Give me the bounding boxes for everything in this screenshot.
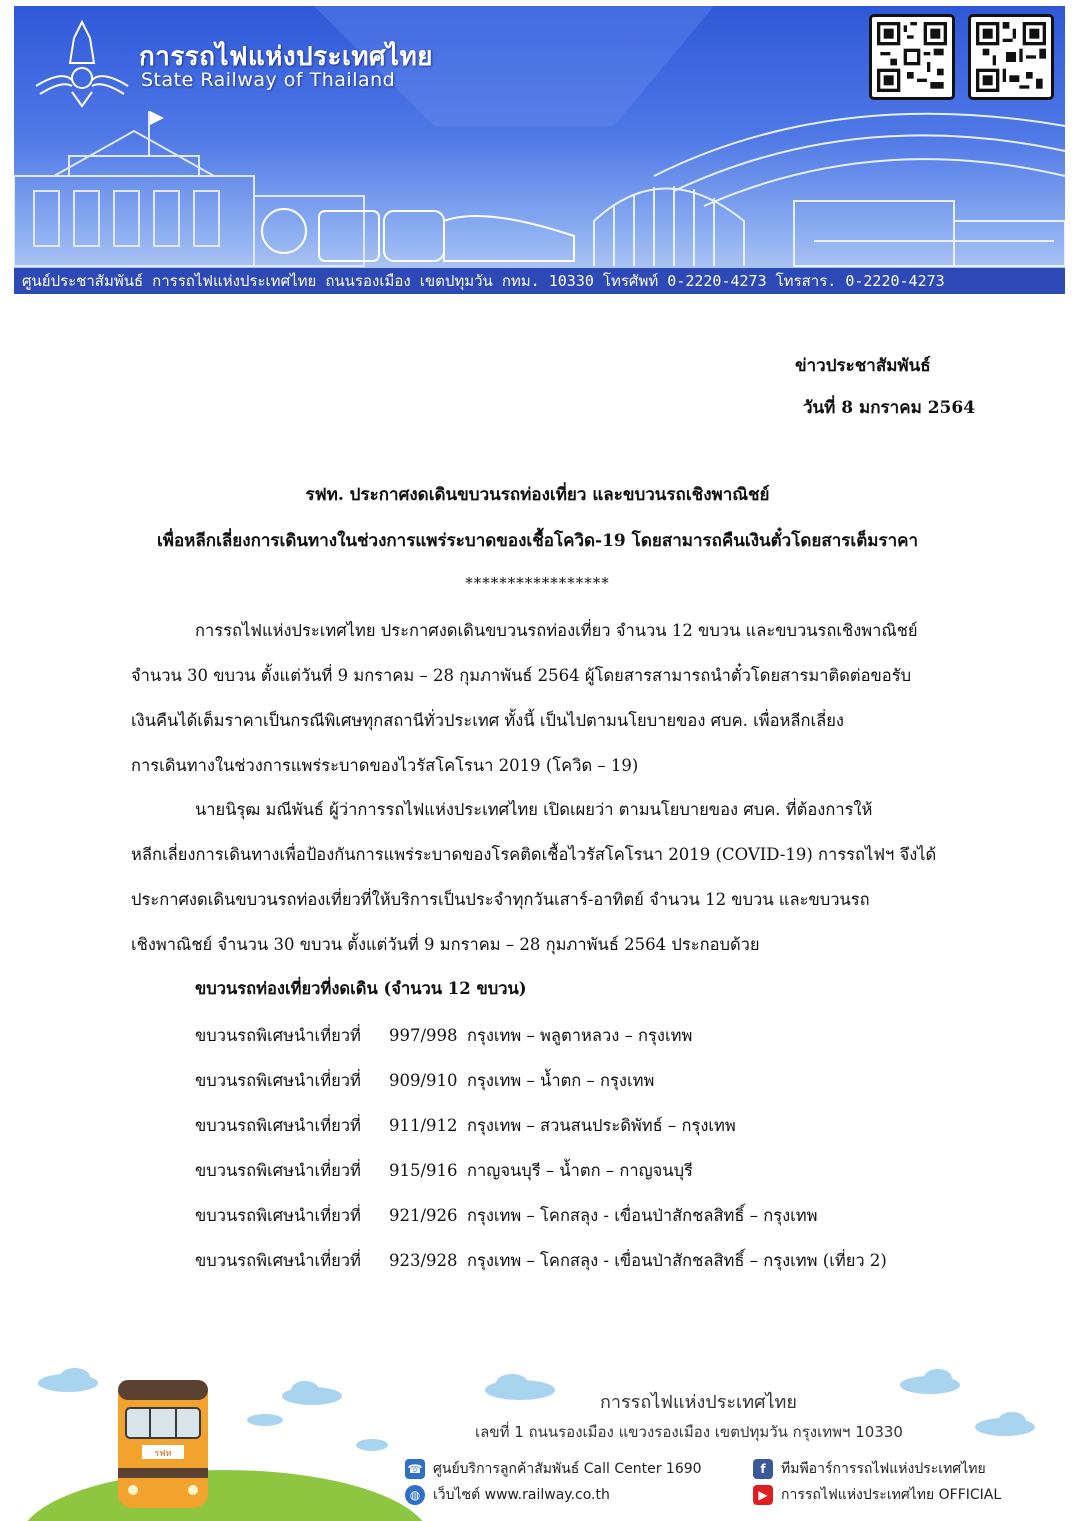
youtube-text: การรถไฟแห่งประเทศไทย OFFICIAL xyxy=(781,1487,1002,1503)
footer xyxy=(0,1350,1075,1521)
facebook-link[interactable] xyxy=(753,1458,986,1480)
website-link[interactable] xyxy=(405,1484,610,1506)
list-item xyxy=(195,1238,995,1283)
call-center-link[interactable] xyxy=(405,1458,702,1480)
train-route: กรุงเทพ – น้ำตก – กรุงเทพ xyxy=(467,1070,655,1090)
paragraph-2 xyxy=(131,787,999,967)
website-text: เว็บไซต์ www.railway.co.th xyxy=(433,1487,610,1503)
srt-logo xyxy=(32,18,132,108)
train-label: ขบวนรถพิเศษนำเที่ยวที่ xyxy=(195,1115,361,1135)
list-item xyxy=(195,1013,995,1058)
cancelled-train-list xyxy=(195,1013,995,1283)
cancelled-tourist-trains-heading: ขบวนรถท่องเที่ยวที่งดเดิน (จำนวน 12 ขบวน) xyxy=(195,979,527,998)
paragraph-line: การเดินทางในช่วงการแพร่ระบาดของไวรัสโคโรนา 2019 (โควิด – 19) xyxy=(131,756,639,775)
header-banner xyxy=(14,6,1065,294)
paragraph-line: เชิงพาณิชย์ จำนวน 30 ขบวน ตั้งแต่วันที่ 9 มกราคม – 28 กุมภาพันธ์ 2564 ประกอบด้วย xyxy=(131,935,760,954)
call-center-text: ศูนย์บริการลูกค้าสัมพันธ์ Call Center 1690 xyxy=(433,1461,702,1477)
footer-org-name: การรถไฟแห่งประเทศไทย xyxy=(600,1392,797,1413)
list-item xyxy=(195,1058,995,1103)
footer-address: เลขที่ 1 ถนนรองเมือง แขวงรองเมือง เขตปทุมวัน กรุงเทพฯ 10330 xyxy=(475,1423,903,1441)
train-label: ขบวนรถพิเศษนำเที่ยวที่ xyxy=(195,1160,361,1180)
facebook-icon: f xyxy=(753,1459,773,1479)
train-route: กรุงเทพ – โคกสลุง - เขื่อนป่าสักชลสิทธิ์ – กรุงเทพ (เที่ยว 2) xyxy=(467,1250,887,1270)
headline-line-2: เพื่อหลีกเลี่ยงการเดินทางในช่วงการแพร่ระบาดของเชื้อโควิด-19 โดยสามารถคืนเงินตั๋วโดยสารเต็มราคา xyxy=(156,531,919,551)
train-plate: รฟท xyxy=(154,1449,172,1459)
train-number: 997/998 xyxy=(389,1026,458,1045)
train-label: ขบวนรถพิเศษนำเที่ยวที่ xyxy=(195,1025,361,1045)
train-number: 911/912 xyxy=(389,1116,458,1135)
press-release-date: วันที่ 8 มกราคม 2564 xyxy=(803,398,976,418)
train-number: 923/928 xyxy=(389,1251,458,1270)
paragraph-line: นายนิรุฒ มณีพันธ์ ผู้ว่าการรถไฟแห่งประเทศไทย เปิดเผยว่า ตามนโยบายของ ศบค. ที่ต้องการให้ xyxy=(195,800,873,819)
paragraph-line: ประกาศงดเดินขบวนรถท่องเที่ยวที่ให้บริการเป็นประจำทุกวันเสาร์-อาทิตย์ จำนวน 12 ขบวน และขบวนรถ xyxy=(131,890,870,909)
youtube-link[interactable] xyxy=(753,1484,1001,1506)
paragraph-line: หลีกเลี่ยงการเดินทางเพื่อป้องกันการแพร่ระบาดของโรคติดเชื้อไวรัสโคโรนา 2019 (COVID-19) การรถไฟฯ จึงได้ xyxy=(131,845,937,864)
train-route: กรุงเทพ – โคกสลุง - เขื่อนป่าสักชลสิทธิ์ – กรุงเทพ xyxy=(467,1205,818,1225)
train-number: 915/916 xyxy=(389,1161,458,1180)
qr-code-line-icon[interactable] xyxy=(869,14,955,100)
list-item xyxy=(195,1148,995,1193)
train-route: กรุงเทพ – สวนสนประดิพัทธ์ – กรุงเทพ xyxy=(467,1115,736,1135)
globe-icon: ◍ xyxy=(405,1485,425,1505)
train-number: 921/926 xyxy=(389,1206,458,1225)
org-name-thai: การรถไฟแห่งประเทศไทย xyxy=(139,42,434,72)
train-route: กรุงเทพ – พลูตาหลวง – กรุงเทพ xyxy=(467,1025,693,1045)
paragraph-line: เงินคืนได้เต็มราคาเป็นกรณีพิเศษทุกสถานีทั่วประเทศ ทั้งนี้ เป็นไปตามนโยบายของ ศบค. เพื่อหลีกเลี่ยง xyxy=(131,711,844,730)
train-label: ขบวนรถพิเศษนำเที่ยวที่ xyxy=(195,1070,361,1090)
train-label: ขบวนรถพิเศษนำเที่ยวที่ xyxy=(195,1250,361,1270)
train-number: 909/910 xyxy=(389,1071,458,1090)
youtube-icon: ▶ xyxy=(753,1485,773,1505)
separator: ***************** xyxy=(465,574,610,592)
train-front-icon xyxy=(118,1380,208,1508)
list-item xyxy=(195,1193,995,1238)
paragraph-line: การรถไฟแห่งประเทศไทย ประกาศงดเดินขบวนรถท่องเที่ยว จำนวน 12 ขบวน และขบวนรถเชิงพาณิชย์ xyxy=(195,621,918,640)
press-release-label: ข่าวประชาสัมพันธ์ xyxy=(795,356,931,376)
paragraph-line: จำนวน 30 ขบวน ตั้งแต่วันที่ 9 มกราคม – 28 กุมภาพันธ์ 2564 ผู้โดยสารสามารถนำตั๋วโดยสารมาติดต่อขอรับ xyxy=(131,666,912,685)
org-name-english: State Railway of Thailand xyxy=(141,69,396,91)
phone-icon: ☎ xyxy=(405,1459,425,1479)
qr-code-facebook-icon[interactable] xyxy=(968,14,1054,100)
train-label: ขบวนรถพิเศษนำเที่ยวที่ xyxy=(195,1205,361,1225)
facebook-text: ทีมพีอาร์การรถไฟแห่งประเทศไทย xyxy=(781,1461,986,1477)
paragraph-1 xyxy=(131,608,999,788)
list-item xyxy=(195,1103,995,1148)
headline-line-1: รฟท. ประกาศงดเดินขบวนรถท่องเที่ยว และขบวนรถเชิงพาณิชย์ xyxy=(305,485,770,505)
train-route: กาญจนบุรี – น้ำตก – กาญจนบุรี xyxy=(467,1160,693,1180)
contact-address-strip: ศูนย์ประชาสัมพันธ์ การรถไฟแห่งประเทศไทย ถนนรองเมือง เขตปทุมวัน กทม. 10330 โทรศัพท์ 0-2220-4273 โทรสาร. 0-2220-4273 xyxy=(14,268,1065,294)
